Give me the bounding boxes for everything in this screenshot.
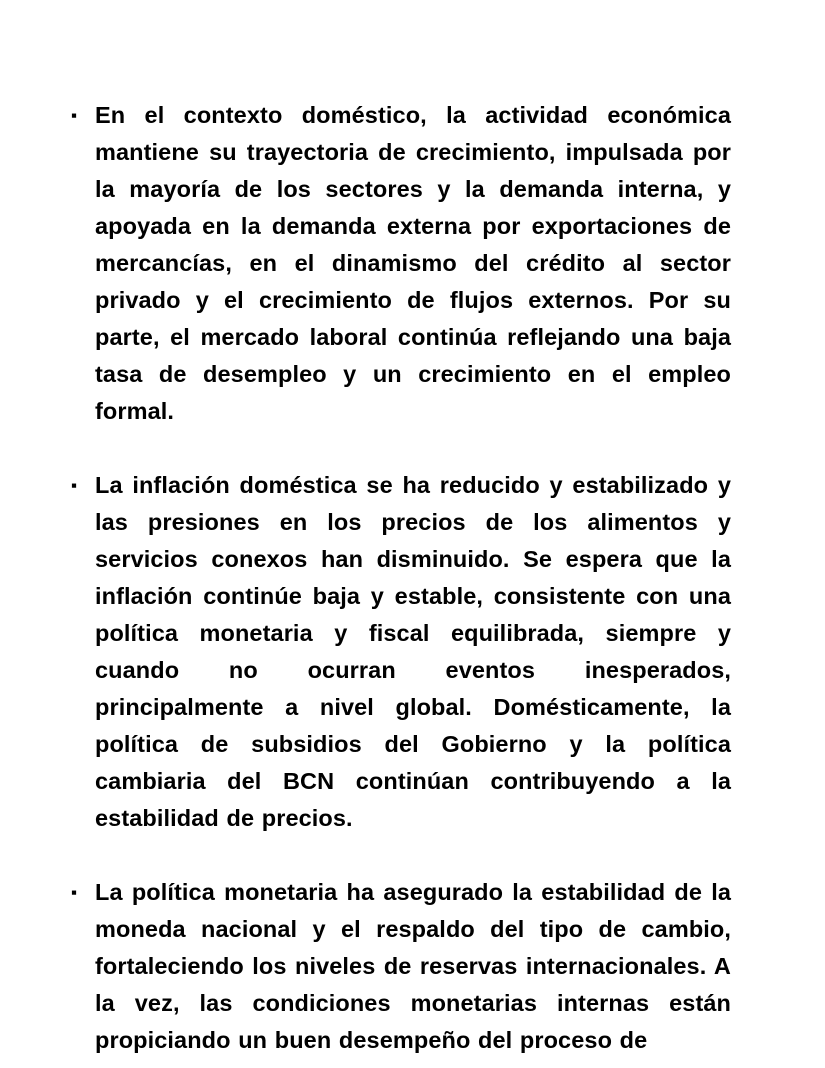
bullet-text-monetary-policy: La política monetaria ha asegurado la estabilidad de la moneda nacional y el respaldo del tipo de cambio, fortaleciendo los niveles de reservas internacionales. A la vez, las condiciones monetarias internas están propiciando un buen desempeño del proceso de [95,879,731,1053]
bullet-list [71,97,731,1059]
bullet-item-domestic-activity [71,97,731,430]
square-bullet-icon: ▪ [71,883,78,902]
square-bullet-icon: ▪ [71,106,78,125]
bullet-text-domestic-activity: En el contexto doméstico, la actividad económica mantiene su trayectoria de crecimiento, impulsada por la mayoría de los sectores y la demanda interna, y apoyada en la demanda externa por exportaciones de mercancías, en el dinamismo del crédito al sector privado y el crecimiento de flujos externos. Por su parte, el mercado laboral continúa reflejando una baja tasa de desempleo y un crecimiento en el empleo formal. [95,102,731,424]
bullet-item-inflation [71,467,731,837]
square-bullet-icon: ▪ [71,476,78,495]
document-content [71,97,731,1059]
bullet-text-inflation: La inflación doméstica se ha reducido y estabilizado y las presiones en los precios de los alimentos y servicios conexos han disminuido. Se espera que la inflación continúe baja y estable, consistente con una política monetaria y fiscal equilibrada, siempre y cuando no ocurran eventos inesperados, principalmente a nivel global. Domésticamente, la política de subsidios del Gobierno y la política cambiaria del BCN continúan contribuyendo a la estabilidad de precios. [95,472,731,831]
bullet-item-monetary-policy [71,874,731,1059]
